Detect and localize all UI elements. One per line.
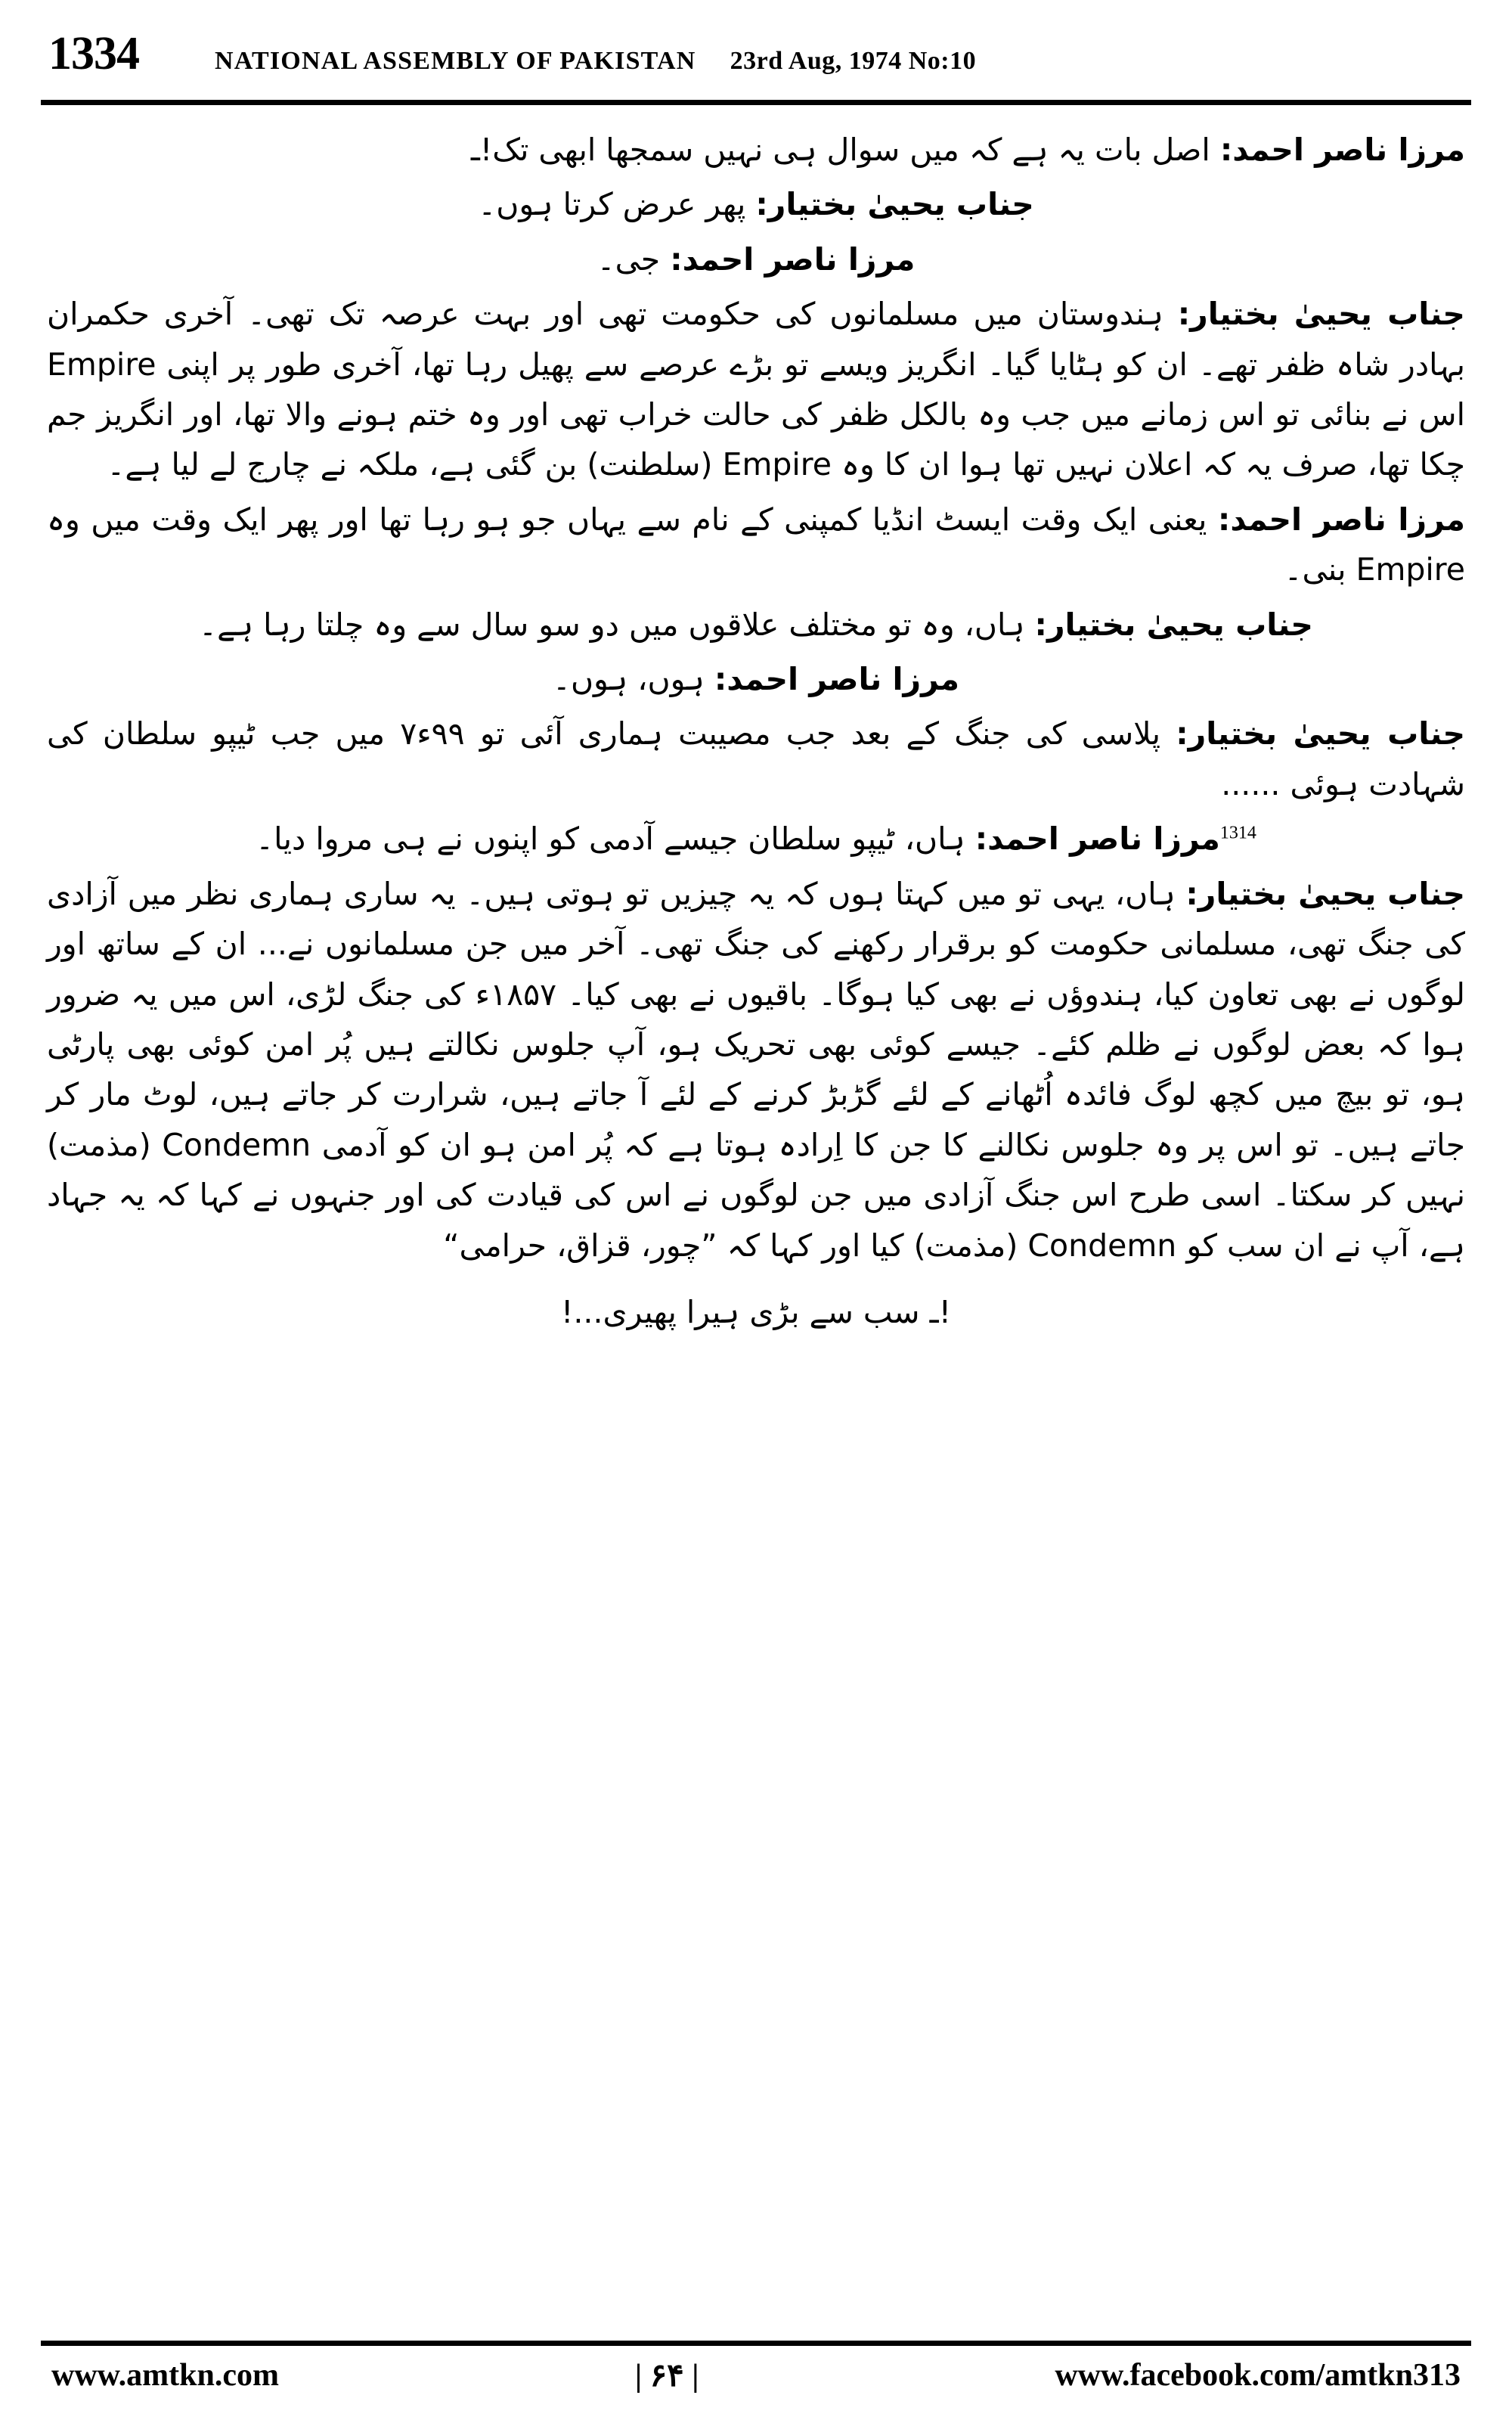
speech-text: اصل بات یہ ہے کہ میں سوال ہی نہیں سمجھا ابھی تک!ـ — [470, 132, 1220, 168]
footer-website-link[interactable]: www.amtkn.com — [51, 2358, 279, 2393]
assembly-title: NATIONAL ASSEMBLY OF PAKISTAN — [215, 47, 696, 75]
transcript-paragraph — [47, 179, 1465, 229]
page-footer — [41, 2341, 1471, 2394]
header-center — [215, 47, 1464, 76]
speech-text: ہوں، ہوں۔ — [552, 661, 714, 698]
transcript-paragraph — [47, 709, 1465, 809]
speaker-name: مرزا ناصر احمد: — [670, 240, 916, 278]
speech-text: ہاں، وہ تو مختلف علاقوں میں دو سو سال سے وہ چلتا رہا ہے۔ — [199, 606, 1035, 643]
transcript-paragraph — [47, 234, 1465, 284]
speaker-name: جناب یحییٰ بختیار: — [1177, 296, 1465, 333]
footer-divider — [41, 2341, 1471, 2346]
speech-text: پلاسی کی جنگ کے بعد جب مصیبت ہماری آئی تو ۹۹ء۷ میں جب ٹیپو سلطان کی شہادت ہوئی ...... — [47, 715, 1465, 802]
transcript-paragraph — [47, 125, 1465, 175]
page-number: 1334 — [48, 28, 139, 79]
transcript-body — [41, 105, 1471, 2288]
speaker-name: جناب یحییٰ بختیار: — [1185, 875, 1466, 912]
speech-text: پھر عرض کرتا ہوں۔ — [478, 186, 756, 223]
marginal-reference-number: 1314 — [1219, 823, 1256, 843]
speaker-name: جناب یحییٰ بختیار: — [755, 186, 1034, 223]
session-date: 23rd Aug, 1974 No:10 — [730, 47, 977, 75]
header-divider — [41, 100, 1471, 105]
speaker-name: مرزا ناصر احمد: — [974, 821, 1220, 858]
footer-facebook-link[interactable]: www.facebook.com/amtkn313 — [1055, 2358, 1461, 2393]
closing-line: !ـ سب سے بڑی ہیرا پھیری...! — [560, 1293, 952, 1330]
transcript-paragraph — [47, 600, 1465, 650]
transcript-paragraph — [47, 654, 1465, 704]
speech-text: ہندوستان میں مسلمانوں کی حکومت تھی اور بہت عرصہ تک تھی۔ آخری حکمران بہادر شاہ ظفر تھے۔ ان کو ہٹایا گیا۔ انگریز ویسے تو بڑے عرصے سے پھیل رہا تھا، آخری طور پر اپنی Empire اس نے بنائی تو اس زمانے میں جب وہ بالکل ظفر کی حالت خراب تھی اور وہ ختم ہونے والا تھا، اور انگریز جم چکا تھا، صرف یہ کہ اعلان نہیں تھا ہوا ان کا وہ Empire (سلطنت) بن گئی ہے، ملکہ نے چارج لے لیا ہے۔ — [47, 296, 1465, 483]
speech-text: جی۔ — [596, 240, 671, 278]
speaker-name: جناب یحییٰ بختیار: — [1176, 715, 1465, 752]
speech-text: ہاں، ٹیپو سلطان جیسے آدمی کو اپنوں نے ہی مروا دیا۔ — [256, 821, 975, 858]
footer-page-marker: | ۶۴ | — [634, 2359, 699, 2394]
speaker-name: مرزا ناصر احمد: — [714, 661, 960, 698]
speaker-name: مرزا ناصر احمد: — [1219, 132, 1465, 168]
transcript-paragraph — [47, 814, 1465, 864]
transcript-paragraph — [47, 869, 1465, 1270]
page-header — [41, 30, 1471, 95]
transcript-paragraph — [47, 289, 1465, 490]
speaker-name: جناب یحییٰ بختیار: — [1034, 606, 1313, 643]
transcript-paragraph — [47, 495, 1465, 595]
speaker-name: مرزا ناصر احمد: — [1217, 501, 1465, 538]
speech-text: ہاں، یہی تو میں کہتا ہوں کہ یہ چیزیں تو ہوتی ہیں۔ یہ ساری ہماری نظر میں آزادی کی جنگ تھی، مسلمانی حکومت کو برقرار رکھنے کی جنگ تھی۔ آخر میں جن مسلمانوں نے... ان کے ساتھ اور لوگوں نے بھی تعاون کیا، ہندوؤں نے بھی کیا ہوگا۔ باقیوں نے بھی کیا۔ ۱۸۵۷ء کی جنگ لڑی، اس میں یہ ضرور ہوا کہ بعض لوگوں نے ظلم کئے۔ جیسے کوئی بھی تحریک ہو، آپ جلوس نکالتے ہیں پُر امن کوئی بھی پارٹی ہو، تو بیچ میں کچھ لوگ فائدہ اُٹھانے کے لئے گڑبڑ کرنے کے لئے آ جاتے ہیں، شرارت کر جاتے ہیں، لوٹ مار کر جاتے ہیں۔ تو اس پر وہ جلوس نکالنے کا جن کا اِرادہ ہوتا ہے کہ پُر امن ہو ان کو آدمی Condemn (مذمت) نہیں کر سکتا۔ اسی طرح اس جنگ آزادی میں جن لوگوں نے اس کی قیادت کی اور جنہوں نے کہا کہ یہ جہاد ہے، آپ نے ان سب کو Condemn (مذمت) کیا اور کہا کہ ”چور، قزاق، حرامی“ — [47, 875, 1465, 1264]
speech-text: یعنی ایک وقت ایسٹ انڈیا کمپنی کے نام سے یہاں جو ہو رہا تھا اور پھر ایک وقت میں وہ Empire بنی۔ — [47, 501, 1465, 588]
